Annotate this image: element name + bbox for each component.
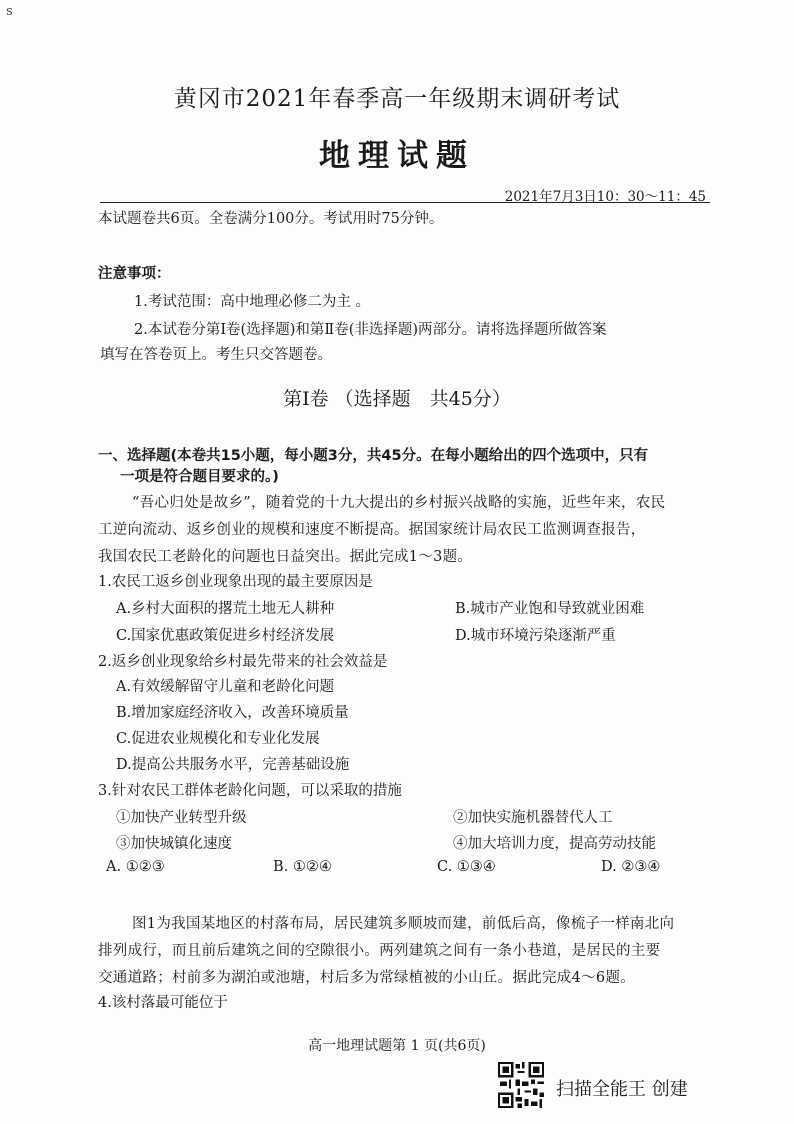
material-line: 图1为我国某地区的村落布局，居民建筑多顺坡而建，前低后高，像梳子一样南北向 <box>132 916 675 932</box>
question-2-option-c: C.促进农业规模化和专业化发展 <box>116 731 320 747</box>
notice-item: 2.本试卷分第Ⅰ卷(选择题)和第Ⅱ卷(非选择题)两部分。请将选择题所做答案 <box>134 322 607 338</box>
qr-code-icon <box>498 1062 544 1108</box>
question-2-option-d: D.提高公共服务水平，完善基础设施 <box>116 757 350 773</box>
question-2-stem: 2.返乡创业现象给乡村最先带来的社会效益是 <box>98 654 388 670</box>
subject-title: 地理试题 <box>319 138 475 174</box>
material-line: 交通道路；村前多为湖泊或池塘，村后多为常绿植被的小山丘。据此完成4～6题。 <box>98 970 636 986</box>
part1-title: 第Ⅰ卷 （选择题 共45分） <box>283 388 511 410</box>
question-3-statement-3: ③加快城镇化速度 <box>116 836 232 852</box>
material-line: 工逆向流动、返乡创业的规模和速度不断提高。据国家统计局农民工监测调查报告， <box>98 522 646 538</box>
section-heading-cont: 一项是符合题目要求的。) <box>120 469 279 485</box>
question-3-option-a: A. ①②③ <box>106 859 165 875</box>
question-4-stem: 4.该村落最可能位于 <box>98 995 228 1011</box>
question-3-option-d: D. ②③④ <box>601 859 661 875</box>
question-1-option-d: D.城市环境污染逐渐严重 <box>455 628 616 644</box>
question-1-option-b: B.城市产业饱和导致就业困难 <box>455 601 645 617</box>
question-3-option-c: C. ①③④ <box>437 859 496 875</box>
question-1-option-c: C.国家优惠政策促进乡村经济发展 <box>116 628 335 644</box>
question-3-option-b: B. ①②④ <box>273 859 332 875</box>
question-1-stem: 1.农民工返乡创业现象出现的最主要原因是 <box>98 574 373 590</box>
section-heading: 一、选择题(本卷共15小题，每小题3分，共45分。在每小题给出的四个选项中，只有 <box>98 448 649 464</box>
question-3-stem: 3.针对农民工群体老龄化问题，可以采取的措施 <box>98 783 402 799</box>
question-3-statement-1: ①加快产业转型升级 <box>116 810 247 826</box>
exam-info: 本试题卷共6页。全卷满分100分。考试用时75分钟。 <box>98 211 444 227</box>
header-rule <box>100 202 710 203</box>
notice-item: 1.考试范围：高中地理必修二为主 。 <box>134 294 370 310</box>
question-1-option-a: A.乡村大面积的撂荒土地无人耕种 <box>116 601 335 617</box>
scanner-watermark: 扫描全能王 创建 <box>556 1079 688 1100</box>
exam-title: 黄冈市2021年春季高一年级期末调研考试 <box>173 86 621 112</box>
material-line: “吾心归处是故乡”，随着党的十九大提出的乡村振兴战略的实施，近些年来，农民 <box>132 495 666 511</box>
notice-item: 填写在答卷页上。考生只交答题卷。 <box>100 347 332 363</box>
corner-mark: s <box>6 4 13 19</box>
material-line: 我国农民工老龄化的问题也日益突出。据此完成1～3题。 <box>98 549 473 565</box>
exam-date: 2021年7月3日10：30～11：45 <box>504 189 706 205</box>
question-2-option-a: A.有效缓解留守儿童和老龄化问题 <box>116 679 335 695</box>
question-3-statement-2: ②加快实施机器替代人工 <box>453 810 613 826</box>
material-line: 排列成行，而且前后建筑之间的空隙很小。两列建筑之间有一条小巷道，是居民的主要 <box>98 943 661 959</box>
notice-heading: 注意事项： <box>98 266 171 282</box>
page-footer: 高一地理试题第 1 页(共6页) <box>308 1038 486 1054</box>
question-3-statement-4: ④加大培训力度，提高劳动技能 <box>453 836 656 852</box>
question-2-option-b: B.增加家庭经济收入，改善环境质量 <box>116 705 349 721</box>
